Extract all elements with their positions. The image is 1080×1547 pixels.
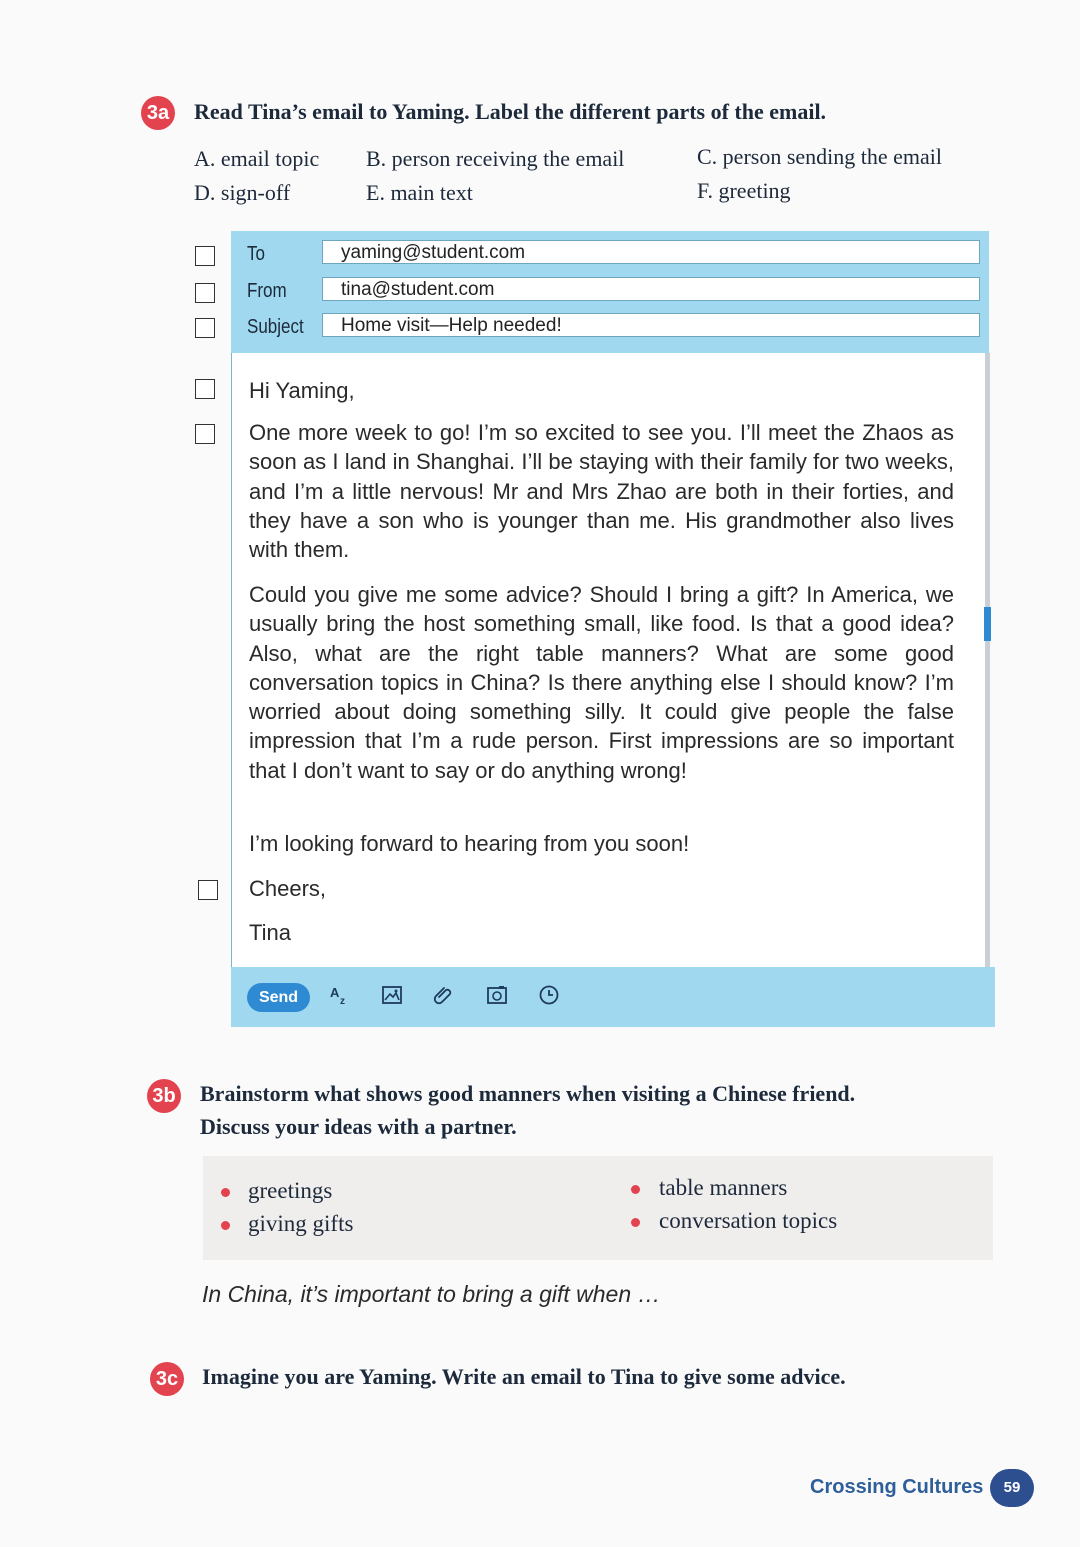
label-checkbox-main-text[interactable] bbox=[195, 424, 215, 444]
section-3c-instruction: Imagine you are Yaming. Write an email to Tina to give some advice. bbox=[202, 1364, 846, 1389]
option-c: C. person sending the email bbox=[697, 144, 943, 169]
idea-greetings: greetings bbox=[248, 1178, 333, 1203]
svg-text:A: A bbox=[330, 985, 340, 1000]
section-3b-badge: 3b bbox=[147, 1079, 181, 1113]
section-3b-instruction-line2: Discuss your ideas with a partner. bbox=[200, 1114, 517, 1139]
footer-title: Crossing Cultures bbox=[810, 1476, 984, 1498]
bullet-icon bbox=[631, 1185, 640, 1194]
email-paragraph-3: I’m looking forward to hearing from you soon! bbox=[249, 831, 690, 856]
option-a: A. email topic bbox=[194, 146, 320, 171]
email-greeting: Hi Yaming, bbox=[249, 378, 355, 403]
label-checkbox-to[interactable] bbox=[195, 246, 215, 266]
bullet-icon bbox=[631, 1218, 640, 1227]
option-f: F. greeting bbox=[697, 178, 791, 203]
to-label: To bbox=[247, 243, 265, 265]
font-format-icon[interactable] bbox=[328, 983, 352, 1007]
idea-giving-gifts: giving gifts bbox=[248, 1211, 354, 1236]
idea-conversation-topics: conversation topics bbox=[659, 1208, 838, 1233]
ideas-box bbox=[203, 1156, 993, 1260]
from-field[interactable]: tina@student.com bbox=[322, 277, 980, 301]
page-number: 59 bbox=[990, 1469, 1034, 1507]
from-label: From bbox=[247, 280, 287, 302]
bullet-icon bbox=[221, 1188, 230, 1197]
subject-field[interactable]: Home visit—Help needed! bbox=[322, 313, 980, 337]
email-paragraph-2: Could you give me some advice? Should I bring a gift? In America, we usually bring the host something small, like food. Is that a good idea? Also, what are the right table manners? What are some good conversation topics in China? Is there anything else I should know? I’m worried about doing something silly. It could give people the false impression that I’m a rude person. First impressions are so important that I don’t want to say or do anything wrong! bbox=[249, 582, 954, 783]
label-checkbox-signoff[interactable] bbox=[198, 880, 218, 900]
camera-icon[interactable] bbox=[485, 983, 509, 1007]
send-button[interactable]: Send bbox=[247, 983, 310, 1012]
email-paragraph-1: One more week to go! I’m so excited to see you. I’ll meet the Zhaos as soon as I land in Shanghai. I’ll be staying with their family for two weeks, and I’m a little nervous! Mr and Mrs Zhao are both in their forties, and they have a son who is younger than me. His grandmother also lives with them. bbox=[249, 420, 954, 563]
email-signoff: Cheers, bbox=[249, 876, 327, 901]
section-3a-badge: 3a bbox=[141, 96, 175, 130]
attach-icon[interactable] bbox=[432, 983, 456, 1007]
label-checkbox-subject[interactable] bbox=[195, 318, 215, 338]
svg-text:z: z bbox=[340, 996, 345, 1007]
idea-table-manners: table manners bbox=[659, 1175, 788, 1200]
bullet-icon bbox=[221, 1221, 230, 1230]
section-3c-badge: 3c bbox=[150, 1362, 184, 1396]
section-3a-instruction: Read Tina’s email to Yaming. Label the different parts of the email. bbox=[194, 99, 827, 124]
option-b: B. person receiving the email bbox=[366, 146, 625, 171]
to-field[interactable]: yaming@student.com bbox=[322, 240, 980, 264]
clock-icon[interactable] bbox=[537, 983, 561, 1007]
scrollbar-thumb[interactable] bbox=[984, 607, 991, 641]
image-icon[interactable] bbox=[380, 983, 404, 1007]
label-checkbox-from[interactable] bbox=[195, 283, 215, 303]
label-checkbox-greeting[interactable] bbox=[195, 379, 215, 399]
option-e: E. main text bbox=[366, 180, 473, 205]
option-d: D. sign-off bbox=[194, 180, 291, 205]
email-signature: Tina bbox=[249, 920, 291, 945]
example-sentence: In China, it’s important to bring a gift when … bbox=[202, 1281, 661, 1307]
subject-label: Subject bbox=[247, 316, 304, 338]
scrollbar-track[interactable] bbox=[985, 353, 990, 967]
section-3b-instruction-line1: Brainstorm what shows good manners when visiting a Chinese friend. bbox=[200, 1081, 856, 1106]
